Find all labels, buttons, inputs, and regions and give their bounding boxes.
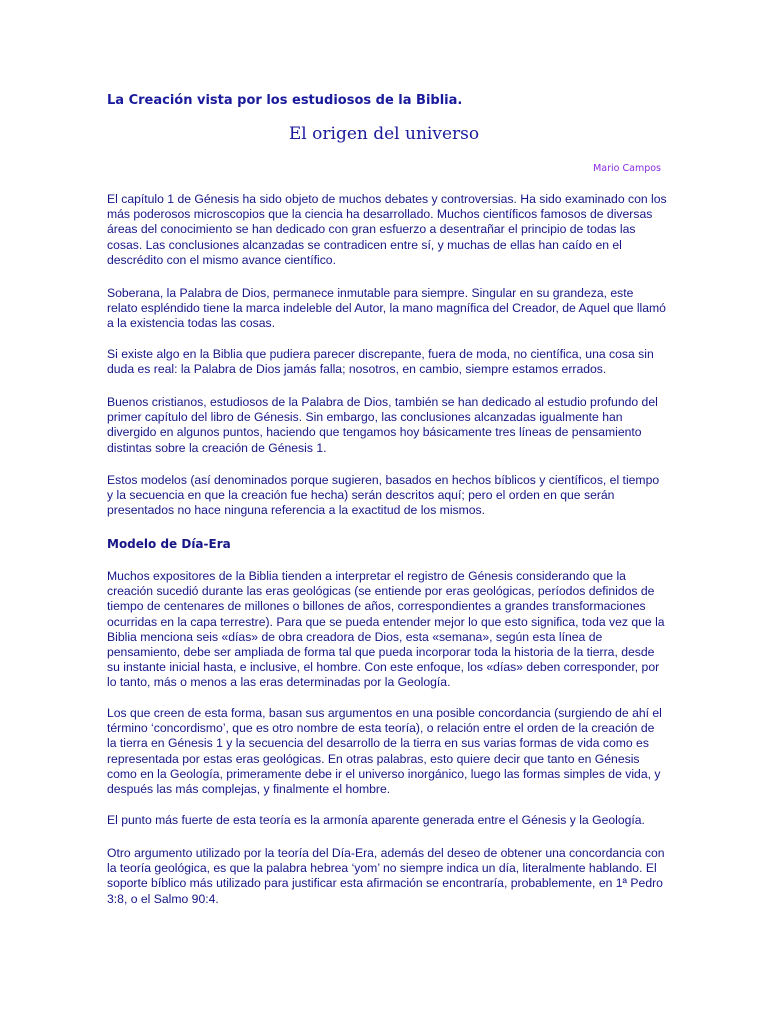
paragraph: Si existe algo en la Biblia que pudiera parecer discrepante, fuera de moda, no científica, una cosa sin duda es real: la Palabra de Dios jamás falla; nosotros, en cambio, siempre estamos errados. bbox=[107, 347, 654, 377]
document-title: El origen del universo bbox=[288, 124, 480, 144]
paragraph: El capítulo 1 de Génesis ha sido objeto de muchos debates y controversias. Ha sido examinado con los más poderosos microscopios que la ciencia ha desarrollado. Muchos científicos famosos de diversas áreas del conocimiento se han dedicado con gran esfuerzo a desentrañar el principio de todas las cosas. Las conclusiones alcanzadas se contradicen entre sí, y muchas de ellas han caído en el descrédito con el mismo avance científico. bbox=[107, 192, 667, 267]
author-name: Mario Campos bbox=[593, 163, 661, 174]
section-heading: Modelo de Día-Era bbox=[107, 537, 231, 551]
paragraph: Los que creen de esta forma, basan sus argumentos en una posible concordancia (surgiendo de ahí el término ‘concordismo’, que es otro nombre de esta teoría), o relación entre el orden de la creación de la tierra en Génesis 1 y la secuencia del desarrollo de la tierra en sus varias formas de vida como es representada por estas eras geológicas. En otras palabras, esto quiere decir que tanto en Génesis como en la Geología, primeramente debe ir el universo inorgánico, luego las formas simples de vida, y después las más complejas, y finalmente el hombre. bbox=[107, 706, 662, 797]
paragraph: Estos modelos (así denominados porque sugieren, basados en hechos bíblicos y científicos, el tiempo y la secuencia en que la creación fue hecha) serán descritos aquí; pero el orden en que serán presentados no hace ninguna referencia a la exactitud de los mismos. bbox=[107, 473, 660, 518]
paragraph: Muchos expositores de la Biblia tienden a interpretar el registro de Génesis considerando que la creación sucedió durante las eras geológicas (se entiende por eras geológicas, períodos definidos de tiempo de centenares de millones o billones de años, correspondientes a grandes transformaciones ocurridas en la capa terrestre). Para que se pueda entender mejor lo que esto significa, toda vez que la Biblia menciona seis «días» de obra creadora de Dios, esta «semana», según esta línea de pensamiento, debe ser ampliada de forma tal que pueda incorporar toda la historia de la tierra, desde su instante inicial hasta, e inclusive, el hombre. Con este enfoque, los «días» deben corresponder, por lo tanto, más o menos a las eras determinadas por la Geología. bbox=[107, 569, 665, 690]
paragraph: Buenos cristianos, estudiosos de la Palabra de Dios, también se han dedicado al estudio profundo del primer capítulo del libro de Génesis. Sin embargo, las conclusiones alcanzadas igualmente han divergido en algunos puntos, haciendo que tengamos hoy básicamente tres líneas de pensamiento distintas sobre la creación de Génesis 1. bbox=[107, 395, 658, 455]
paragraph: Soberana, la Palabra de Dios, permanece inmutable para siempre. Singular en su grandeza, este relato espléndido tiene la marca indeleble del Autor, la mano magnífica del Creador, de Aquel que llamó a la existencia todas las cosas. bbox=[107, 286, 666, 331]
paragraph: Otro argumento utilizado por la teoría del Día-Era, además del deseo de obtener una concordancia con la teoría geológica, es que la palabra hebrea ‘yom’ no siempre indica un día, literalmente hablando. El soporte bíblico más utilizado para justificar esta afirmación se encontraría, probablemente, en 1ª Pedro 3:8, o el Salmo 90:4. bbox=[107, 846, 665, 906]
paragraph: El punto más fuerte de esta teoría es la armonía aparente generada entre el Génesis y la Geología. bbox=[107, 813, 645, 827]
series-title: La Creación vista por los estudiosos de la Biblia. bbox=[107, 93, 463, 108]
